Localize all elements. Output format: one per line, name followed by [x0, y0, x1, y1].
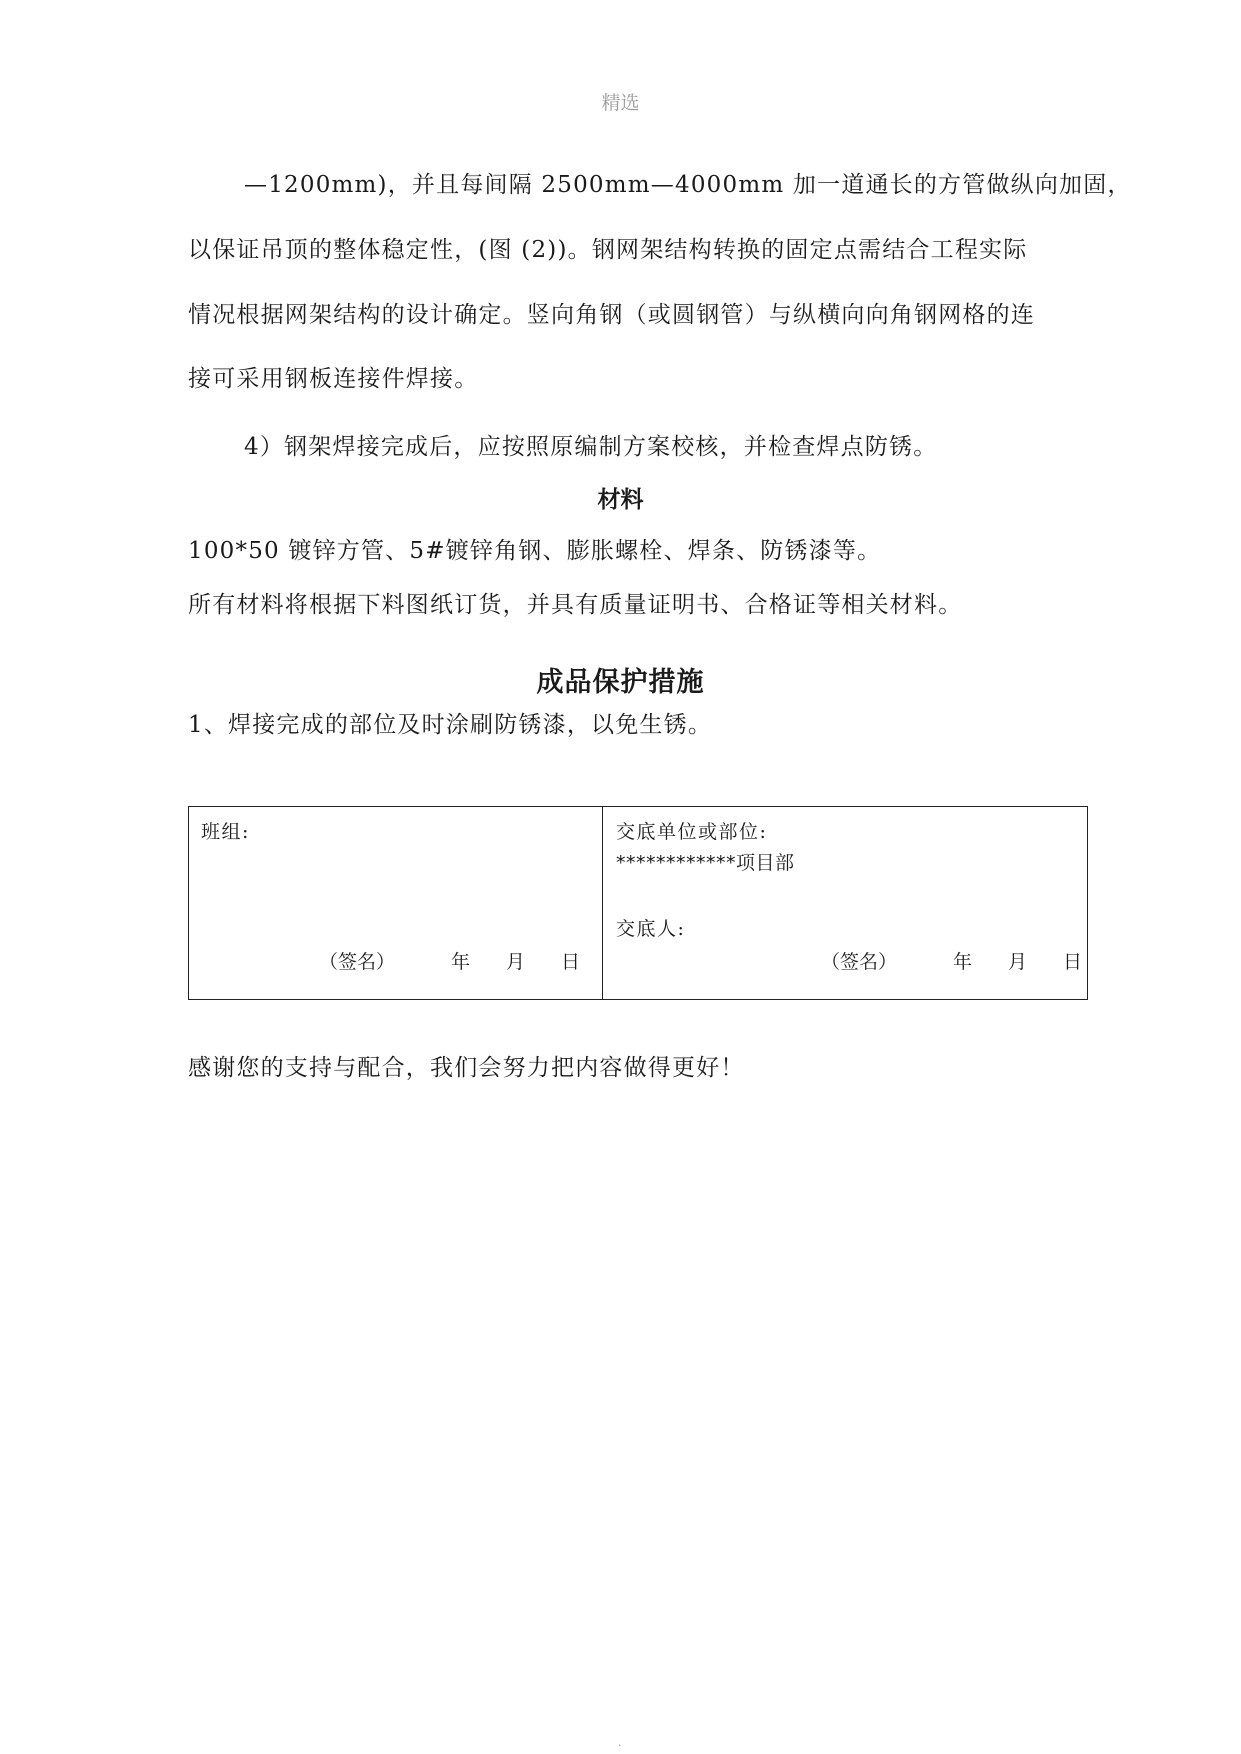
day-label: 日 — [561, 951, 581, 973]
materials-heading: 材料 — [597, 486, 644, 513]
materials-note: 所有材料将根据下料图纸订货，并具有质量证明书、合格证等相关材料。 — [188, 592, 963, 618]
right-signature-row — [821, 947, 1082, 974]
sign-off-table — [188, 806, 1088, 1000]
header-mark: 精选 — [601, 92, 640, 114]
materials-list: 100*50 镀锌方管、5#镀锌角钢、膨胀螺栓、焊条、防锈漆等。 — [188, 538, 882, 564]
paragraph-line: 情况根据网架结构的设计确定。竖向角钢（或圆钢管）与纵横向向角钢网格的连 — [188, 302, 1035, 328]
left-signature-row — [319, 947, 580, 974]
paragraph-line: —1200mm)，并且每间隔 2500mm—4000mm 加一道通长的方管做纵向加固， — [244, 172, 1132, 198]
year-label: 年 — [451, 951, 471, 973]
paragraph-line: 接可采用钢板连接件焊接。 — [188, 366, 479, 392]
team-label: 班组: — [201, 821, 250, 843]
month-label: 月 — [506, 951, 526, 973]
handover-unit-value: ************项目部 — [616, 852, 795, 874]
handover-unit-label: 交底单位或部位: — [616, 821, 768, 843]
thanks-note: 感谢您的支持与配合，我们会努力把内容做得更好！ — [188, 1055, 745, 1081]
paragraph-line: 以保证吊顶的整体稳定性，(图 (2))。钢网架结构转换的固定点需结合工程实际 — [188, 237, 1028, 263]
handover-person-label: 交底人: — [616, 918, 686, 940]
protection-heading: 成品保护措施 — [536, 667, 705, 698]
signature-label: （签名） — [821, 951, 898, 973]
month-label: 月 — [1008, 951, 1028, 973]
paragraph-step-4: 4）钢架焊接完成后，应按照原编制方案校核，并检查焊点防锈。 — [244, 434, 938, 460]
day-label: 日 — [1063, 951, 1083, 973]
year-label: 年 — [953, 951, 973, 973]
table-divider — [602, 807, 603, 999]
protection-item: 1、焊接完成的部位及时涂刷防锈漆，以免生锈。 — [188, 712, 713, 738]
footer-dot: . — [618, 1738, 622, 1749]
signature-label: （签名） — [319, 951, 396, 973]
